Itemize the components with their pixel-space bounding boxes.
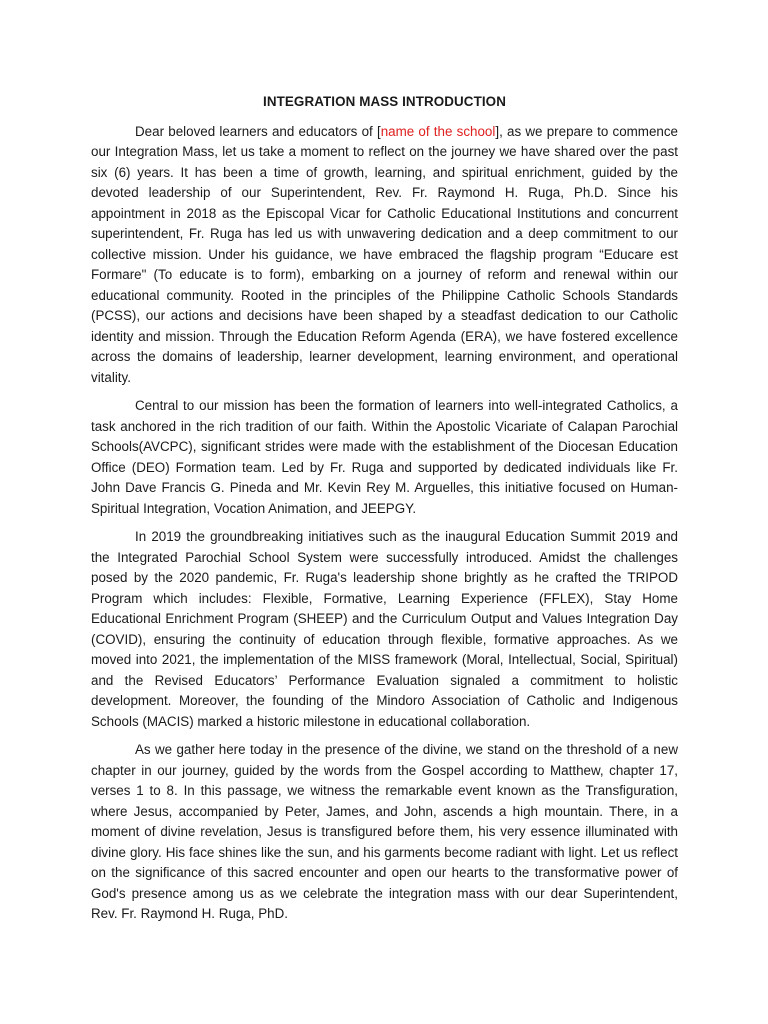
paragraph-3: In 2019 the groundbreaking initiatives such as the inaugural Education Summit 2019 and the Integrated Parochial School System were successfully introduced. Amidst the challenges posed by the 2020 pandemic, Fr. Ruga's leadership shone brightly as he crafted the TRIPOD Program which includes: Flexible, Formative, Learning Experience (FFLEX), Stay Home Educational Enrichment Program (SHEEP) and the Curriculum Output and Values Integration Day (COVID), ensuring the continuity of education through flexible, formative approaches. As we moved into 2021, the implementation of the MISS framework (Moral, Intellectual, Social, Spiritual) and the Revised Educators’ Performance Evaluation signaled a commitment to holistic development. Moreover, the founding of the Mindoro Association of Catholic and Indigenous Schools (MACIS) marked a historic milestone in educational collaboration. — [91, 529, 678, 729]
document-title: INTEGRATION MASS INTRODUCTION — [263, 94, 506, 109]
school-name-placeholder: name of the school — [380, 123, 496, 139]
paragraph-1-body: ], as we prepare to commence our Integration Mass, let us take a moment to reflect on the journey we have shared over the past six (6) years. It has been a time of growth, learning, and spiritual enrichment, guided by the devoted leadership of our Superintendent, Rev. Fr. Raymond H. Ruga, Ph.D. Since his appointment in 2018 as the Episcopal Vicar for Catholic Educational Institutions and concurrent superintendent, Fr. Ruga has led us with unwavering dedication and a deep commitment to our collective mission. Under his guidance, we have embraced the flagship program “Educare est Formare" (To educate is to form), embarking on a journey of reform and renewal within our educational community. Rooted in the principles of the Philippine Catholic Schools Standards (PCSS), our actions and decisions have been shaped by a steadfast dedication to our Catholic identity and mission. Through the Education Reform Agenda (ERA), we have fostered excellence across the domains of leadership, learner development, learning environment, and operational vitality. — [91, 123, 678, 385]
paragraph-1 — [91, 122, 678, 389]
paragraph-1-intro: Dear beloved learners and educators of [ — [135, 123, 381, 139]
document-page — [91, 92, 678, 933]
paragraph-4: As we gather here today in the presence of the divine, we stand on the threshold of a new chapter in our journey, guided by the words from the Gospel according to Matthew, chapter 17, verses 1 to 8. In this passage, we witness the remarkable event known as the Transfiguration, where Jesus, accompanied by Peter, James, and John, ascends a high mountain. There, in a moment of divine revelation, Jesus is transfigured before them, his very essence illuminated with divine glory. His face shines like the sun, and his garments become radiant with light. Let us reflect on the significance of this sacred encounter and open our hearts to the transformative power of God's presence among us as we celebrate the integration mass with our dear Superintendent, Rev. Fr. Raymond H. Ruga, PhD. — [91, 742, 678, 921]
paragraph-2: Central to our mission has been the formation of learners into well-integrated Catholics, a task anchored in the rich tradition of our faith. Within the Apostolic Vicariate of Calapan Parochial Schools(AVCPC), significant strides were made with the establishment of the Diocesan Education Office (DEO) Formation team. Led by Fr. Ruga and supported by dedicated individuals like Fr. John Dave Francis G. Pineda and Mr. Kevin Rey M. Arguelles, this initiative focused on Human-Spiritual Integration, Vocation Animation, and JEEPGY. — [91, 398, 678, 516]
